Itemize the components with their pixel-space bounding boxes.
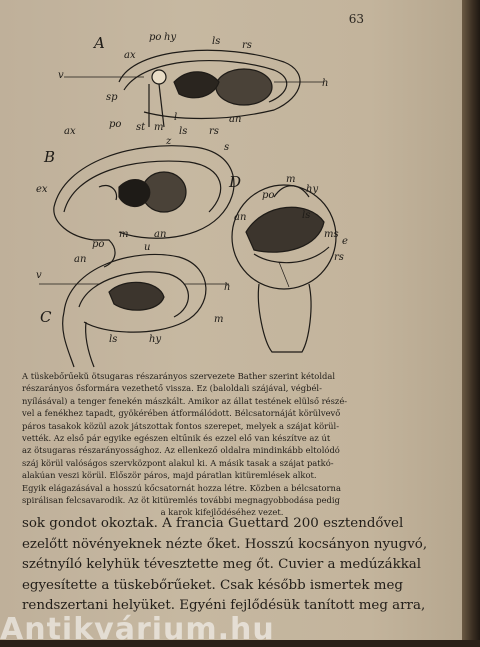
- figure-label: m: [119, 229, 129, 240]
- figure-label: m: [214, 314, 224, 325]
- figure-label: h: [224, 282, 231, 293]
- figure-label: po: [109, 119, 122, 130]
- figure-label: po: [92, 239, 105, 250]
- caption-line: a karok kifejlődéséhez vezet.: [160, 507, 284, 518]
- figure-label: hy: [306, 184, 319, 195]
- panel-letter: B: [44, 148, 56, 166]
- figure-label: sp: [106, 92, 118, 103]
- figure-label: ms: [324, 229, 339, 240]
- caption-line: Egyik elágazásával a hosszú kőcsatornát hozza létre. Közben a bélcsatorna: [22, 482, 341, 493]
- embryology-figure: [24, 22, 394, 367]
- figure-label: ex: [36, 184, 48, 195]
- figure-label: ls: [212, 36, 221, 47]
- caption-line: alakúan veszi körül. Először páros, majd páratlan kitüremlések alkot.: [22, 470, 317, 481]
- figure-label: ax: [64, 126, 76, 137]
- page-number: 63: [348, 12, 364, 26]
- figure-label: an: [234, 212, 247, 223]
- panel-letter: C: [40, 308, 52, 326]
- caption-line: páros tasakok közül azok játszottak fontos szerepet, melyek a szájat körül-: [22, 420, 340, 431]
- figure-label: po: [149, 32, 162, 43]
- figure-label: an: [229, 114, 242, 125]
- figure-label: h: [322, 78, 329, 89]
- caption-line: spirálisan felcsavarodik. Az öt kitüremlés további megnagyobbodása pedig: [22, 495, 340, 506]
- caption-line: A tüskebőrűekŭ ötsugaras részarányos szervezete Bather szerint kétoldal: [22, 371, 336, 381]
- figure-drawing: [24, 22, 394, 367]
- caption-line: az ötsugaras részarányossághoz. Az ellenkező oldalra mindinkább eltolódó: [22, 445, 340, 456]
- body-line: egyesítette a tüskebőrűeket. Csak később ismertek meg: [22, 577, 403, 593]
- figure-label: v: [58, 70, 64, 81]
- figure-label: rs: [242, 40, 252, 51]
- body-paragraph: [22, 514, 428, 617]
- figure-label: an: [74, 254, 87, 265]
- watermark: Antikvárium.hu: [0, 612, 275, 647]
- figure-label: hy: [164, 32, 177, 43]
- figure-label: rs: [209, 126, 219, 137]
- figure-caption: [22, 370, 362, 519]
- figure-label: rs: [334, 252, 344, 263]
- panel-a-drawing: [64, 50, 324, 127]
- figure-label: ls: [302, 210, 311, 221]
- panel-letter: D: [229, 173, 242, 191]
- body-line: szétnyíló kelyhük tévesztette meg őt. Cuvier a medúzákkal: [22, 557, 422, 573]
- figure-label: ax: [124, 50, 136, 61]
- figure-label: m: [286, 174, 296, 185]
- figure-label: ls: [179, 126, 188, 137]
- figure-label: v: [36, 270, 42, 281]
- panel-d-drawing: [232, 185, 336, 352]
- caption-line: vették. Az első pár egyike egészen eltűnik és ezzel elő van készítve az út: [22, 433, 331, 444]
- body-line: ezelőtt növényeknek nézte őket. Hosszú kocsányon nyugvó,: [22, 536, 428, 552]
- figure-label: an: [154, 229, 167, 240]
- caption-line: száj körül valóságos szervközpont alakul ki. A másik tasak a szájat patkó-: [22, 457, 334, 468]
- caption-line: részarányos ősformára vezethető vissza. Ez (baloldali szájával, végbél-: [22, 383, 322, 394]
- figure-label: u: [144, 242, 151, 253]
- figure-label: ls: [109, 334, 118, 345]
- figure-label: e: [342, 236, 348, 247]
- figure-label: st: [136, 122, 146, 133]
- figure-label: hy: [149, 334, 162, 345]
- caption-line: vel a fenékhez tapadt, gyökérében átformálódott. Bélcsatornáját körülvevő: [22, 408, 341, 419]
- figure-label: l: [174, 112, 178, 123]
- figure-label: s: [224, 142, 230, 153]
- body-line: rendszertani helyüket. Egyéni fejlődésük tanított meg arra,: [22, 598, 426, 614]
- figure-label: po: [262, 190, 275, 201]
- figure-label: m: [154, 122, 164, 133]
- panel-c-drawing: [39, 254, 229, 367]
- panel-letter: A: [94, 34, 105, 52]
- book-spine: [462, 0, 480, 640]
- body-line: sok gondot okoztak. A francia Guettard 200 esztendővel: [22, 516, 404, 531]
- figure-label: z: [166, 136, 172, 147]
- caption-line: nyílásával) a tenger fenekén mászkált. Amikor az állat testének elülső részé-: [22, 395, 348, 406]
